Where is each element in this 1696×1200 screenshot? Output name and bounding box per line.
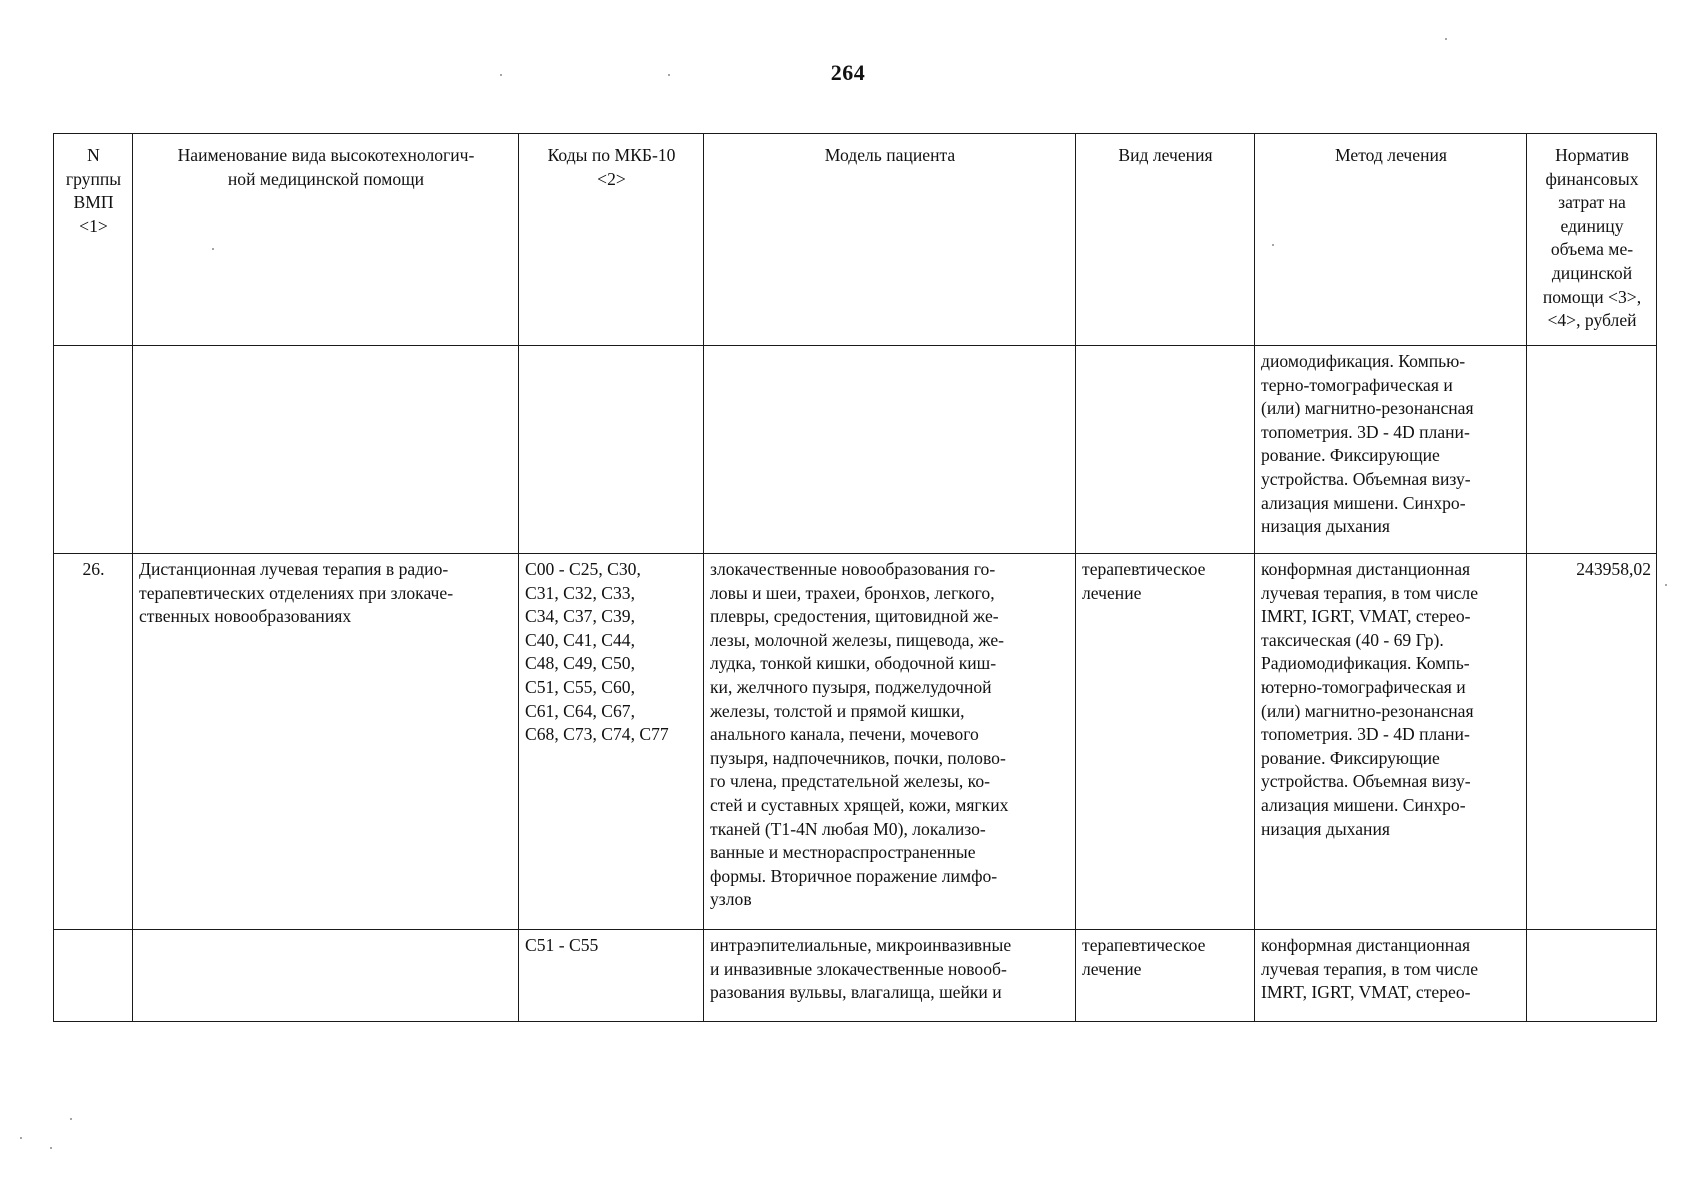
table-row [54,346,1657,554]
cell-group-number [54,930,133,1022]
scan-speck [20,1137,22,1139]
cell-icd10-codes [519,346,704,554]
cell-patient-model: злокачественные новообразования го- ловы и шеи, трахеи, бронхов, легкого, плевры, средостения, щитовидной же- лезы, молочной железы, пищевода, же- лудка, тонкой кишки, ободочной киш- ки, желчного пузыря, поджелудочной железы, толстой и прямой кишки, анального канала, печени, мочевого пузыря, надпочечников, почки, полово- го члена, предстательной железы, ко- стей и суставных хрящей, кожи, мягких тканей (T1-4N любая M0), локализо- ванные и местнораспространенные формы. Вторичное поражение лимфо- узлов [704,554,1076,930]
page-number: 264 [830,60,866,85]
header-cost-norm: Норматив финансовых затрат на единицу объема ме- дицинской помощи <3>, <4>, рублей [1527,134,1657,346]
header-treatment-method: Метод лечения [1255,134,1527,346]
cell-treatment-type: терапевтическое лечение [1076,930,1255,1022]
vmp-table [53,133,1657,1022]
header-care-type-name: Наименование вида высокотехнологич- ной медицинской помощи [133,134,519,346]
header-icd10-codes: Коды по МКБ-10 <2> [519,134,704,346]
scan-speck [1445,38,1447,40]
cell-group-number [54,346,133,554]
cell-cost-norm [1527,930,1657,1022]
cell-treatment-type: терапевтическое лечение [1076,554,1255,930]
cell-patient-model [704,346,1076,554]
scan-speck [668,74,670,76]
cell-care-type-name: Дистанционная лучевая терапия в радио- терапевтических отделениях при злокаче- ственных новообразованиях [133,554,519,930]
header-patient-model: Модель пациента [704,134,1076,346]
cell-treatment-method: диомодификация. Компью- терно-томографическая и (или) магнитно-резонансная топометрия. 3D - 4D плани- рование. Фиксирующие устройства. Объемная визу- ализация мишени. Синхро- низация дыхания [1255,346,1527,554]
cell-icd10-codes: C51 - C55 [519,930,704,1022]
cell-care-type-name [133,930,519,1022]
cell-care-type-name [133,346,519,554]
cell-treatment-type [1076,346,1255,554]
header-treatment-type: Вид лечения [1076,134,1255,346]
scan-speck [1665,584,1667,586]
cell-patient-model: интраэпителиальные, микроинвазивные и инвазивные злокачественные новооб- разования вульвы, влагалища, шейки и [704,930,1076,1022]
table-header-row [54,134,1657,346]
table-row [54,554,1657,930]
header-group-number: N группы ВМП <1> [54,134,133,346]
cell-icd10-codes: C00 - C25, C30, C31, C32, C33, C34, C37, C39, C40, C41, C44, C48, C49, C50, C51, C55, C60, C61, C64, C67, C68, C73, C74, C77 [519,554,704,930]
cell-cost-norm: 243958,02 [1527,554,1657,930]
scan-speck [500,74,502,76]
scan-speck [70,1118,72,1120]
cell-cost-norm [1527,346,1657,554]
table-row [54,930,1657,1022]
cell-group-number: 26. [54,554,133,930]
cell-treatment-method: конформная дистанционная лучевая терапия, в том числе IMRT, IGRT, VMAT, стерео- [1255,930,1527,1022]
scan-speck [50,1147,52,1149]
cell-treatment-method: конформная дистанционная лучевая терапия, в том числе IMRT, IGRT, VMAT, стерео- таксическая (40 - 69 Гр). Радиомодификация. Компь- ютерно-томографическая и (или) магнитно-резонансная топометрия. 3D - 4D плани- рование. Фиксирующие устройства. Объемная визу- ализация мишени. Синхро- низация дыхания [1255,554,1527,930]
